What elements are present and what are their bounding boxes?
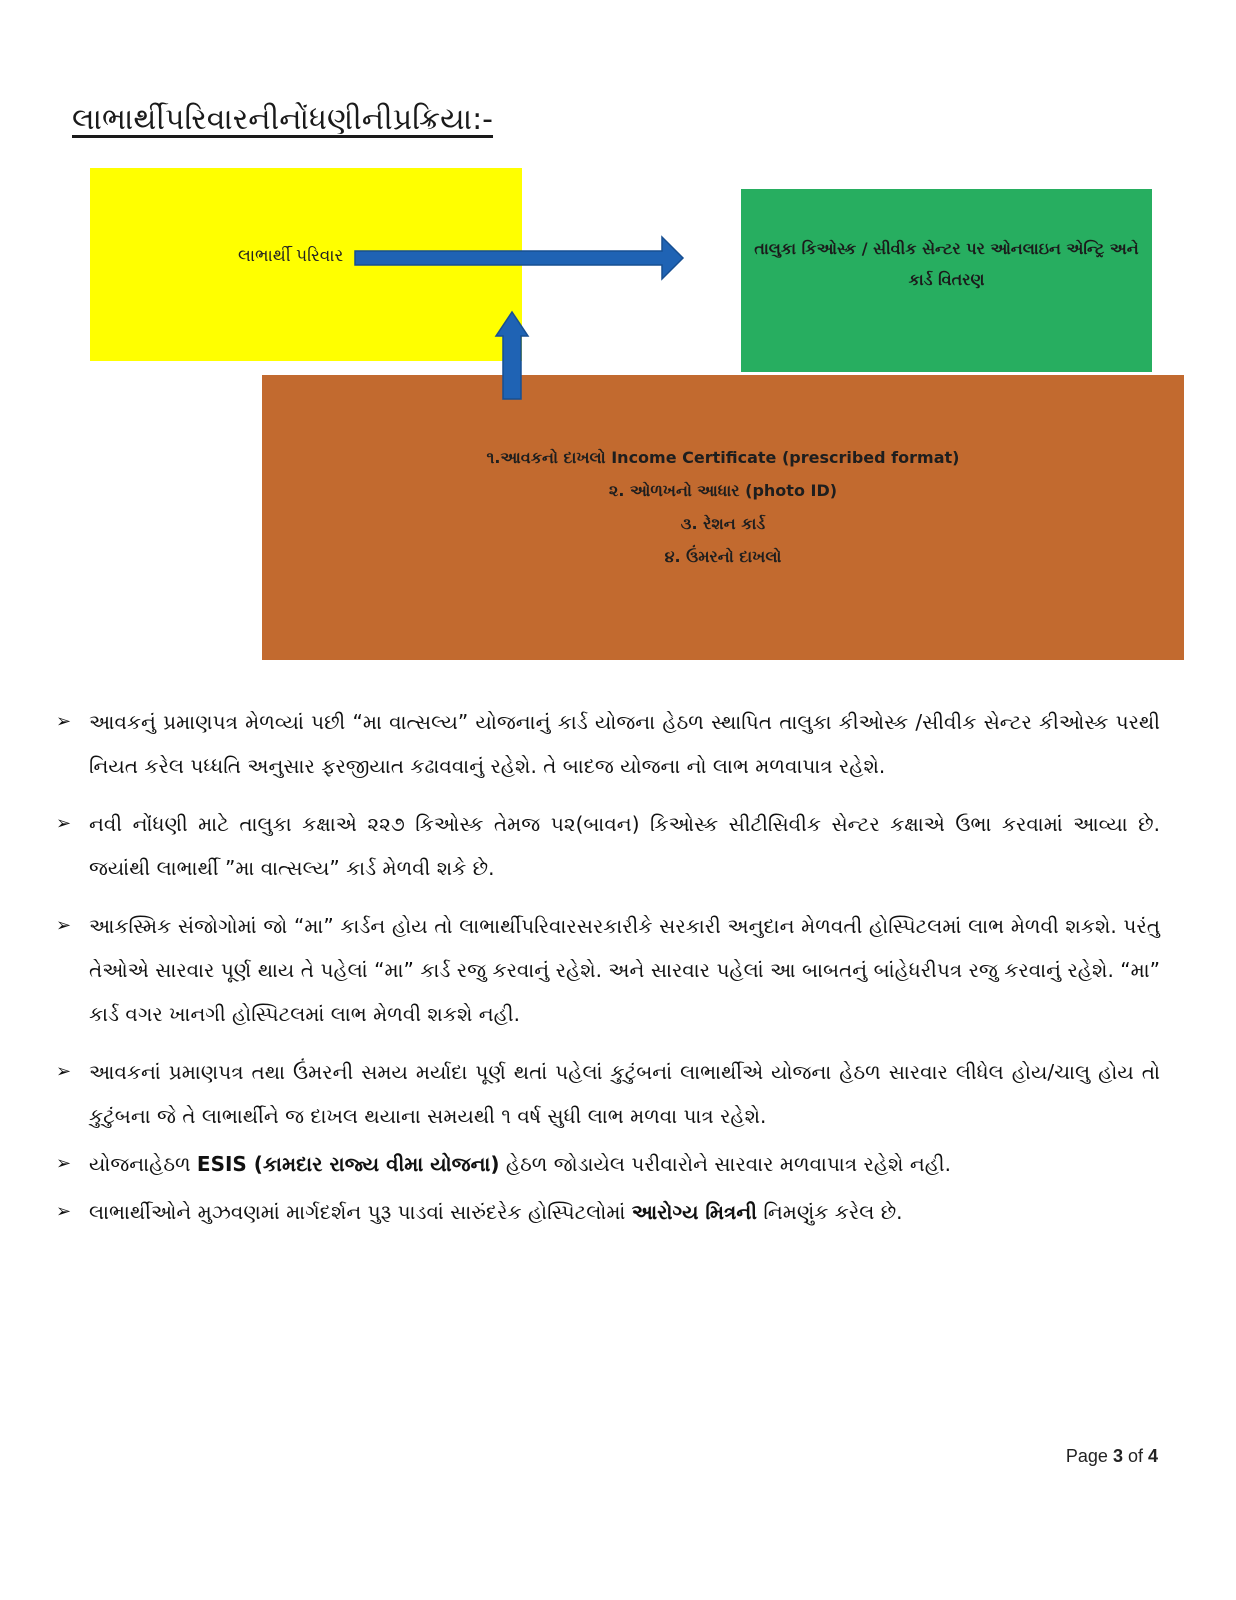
bullet-text: આવકનું પ્રમાણપત્ર મેળવ્યાં પછી “મા વાત્સલ્ય” યોજનાનું કાર્ડ યોજના હેઠળ સ્થાપિત તાલુકા કીઓસ્ક /સીવીક સેન્ટર કીઓસ્ક પરથી નિયત કરેલ પધ્ધતિ અનુસાર ફરજીયાત કઢાવવાનું રહેશે. તે બાદજ યોજના નો લાભ મળવાપાત્ર રહેશે.: [89, 710, 1160, 778]
document-item-income: ૧.આવકનો દાખલો Income Certificate (prescribed format): [486, 448, 960, 467]
arrowhead-bullet-icon: ➢: [56, 1061, 72, 1082]
page-current: 3: [1112, 1446, 1123, 1466]
bullet-item: [56, 700, 1160, 788]
kiosk-entry-label: તાલુકા કિઓસ્ક / સીવીક સેન્ટર પર ઓનલાઇન એન્ટ્રિ અને કાર્ડ વિતરણ: [754, 238, 1139, 289]
bullet-item-esis: [56, 1142, 1160, 1186]
bullet-item: [56, 802, 1160, 890]
bullet-bold-text: આરોગ્ય મિત્રની: [631, 1200, 757, 1224]
kiosk-entry-box: [741, 189, 1152, 372]
arrowhead-bullet-icon: ➢: [56, 915, 72, 936]
information-bullets: [56, 700, 1160, 1234]
document-item-ration-card: ૩. રેશન કાર્ડ: [680, 514, 766, 533]
document-item-age-proof: ૪. ઉંમરનો દાખલો: [664, 547, 782, 566]
bullet-text: યોજનાહેઠળ: [89, 1152, 197, 1176]
arrowhead-bullet-icon: ➢: [56, 1153, 72, 1174]
beneficiary-family-box: [90, 168, 522, 361]
page-prefix: Page: [1065, 1446, 1113, 1466]
arrowhead-bullet-icon: ➢: [56, 813, 72, 834]
bullet-text: નિમણુંક કરેલ છે.: [756, 1200, 903, 1224]
page-middle: of: [1122, 1446, 1148, 1466]
arrowhead-bullet-icon: ➢: [56, 711, 72, 732]
bullet-text: આવકનાં પ્રમાણપત્ર તથા ઉંમરની સમય મર્યાદા પૂર્ણ થતાં પહેલાં કુટુંબનાં લાભાર્થીએ યોજના હેઠળ સારવાર લીધેલ હોય/ચાલુ હોય તો કુટુંબના જે તે લાભાર્થીને જ દાખલ થયાના સમયથી ૧ વર્ષ સુધી લાભ મળવા પાત્ર રહેશે.: [89, 1060, 1160, 1128]
page-number: [1066, 1446, 1158, 1467]
bullet-text: હેઠળ જોડાયેલ પરીવારોને સારવાર મળવાપાત્ર રહેશે નહી.: [499, 1152, 952, 1176]
beneficiary-family-label: લાભાર્થી પરિવાર: [238, 246, 344, 266]
bullet-item: [56, 904, 1160, 1036]
bullet-text: આકસ્મિક સંજોગોમાં જો “મા” કાર્ડન હોય તો લાભાર્થીપરિવારસરકારીકે સરકારી અનુદાન મેળવતી હોસ્પિટલમાં લાભ મેળવી શકશે. પરંતુ તેઓએ સારવાર પૂર્ણ થાય તે પહેલાં “મા” કાર્ડ રજુ કરવાનું રહેશે. અને સારવાર પહેલાં આ બાબતનું બાંહેધરીપત્ર રજુ કરવાનું રહેશે. “મા” કાર્ડ વગર ખાનગી હોસ્પિટલમાં લાભ મેળવી શકશે નહી.: [89, 914, 1160, 1026]
bullet-bold-text: ESIS (કામદાર રાજ્ય વીમા યોજના): [196, 1152, 500, 1176]
arrowhead-bullet-icon: ➢: [56, 1201, 72, 1222]
bullet-item: [56, 1050, 1160, 1138]
documents-list: [262, 441, 1184, 573]
bullet-item-arogya-mitra: [56, 1190, 1160, 1234]
required-documents-box: [262, 375, 1184, 660]
page-title: લાભાર્થીપરિવારનીનોંધણીનીપ્રક્રિયા:-: [72, 102, 494, 137]
bullet-text: લાભાર્થીઓને મુઝવણમાં માર્ગદર્શન પુરૂ પાડવાં સારુંદરેક હોસ્પિટલોમાં: [89, 1200, 632, 1224]
page-total: 4: [1147, 1446, 1158, 1466]
document-item-photo-id: ૨. ઓળખનો આધાર (photo ID): [608, 481, 838, 500]
bullet-text: નવી નોંધણી માટે તાલુકા કક્ષાએ ૨૨૭ કિઓસ્ક તેમજ ૫૨(બાવન) કિઓસ્ક સીટીસિવીક સેન્ટર કક્ષાએ ઉભા કરવામાં આવ્યા છે. જયાંથી લાભાર્થી ”મા વાત્સલ્ય” કાર્ડ મેળવી શકે છે.: [89, 812, 1160, 880]
